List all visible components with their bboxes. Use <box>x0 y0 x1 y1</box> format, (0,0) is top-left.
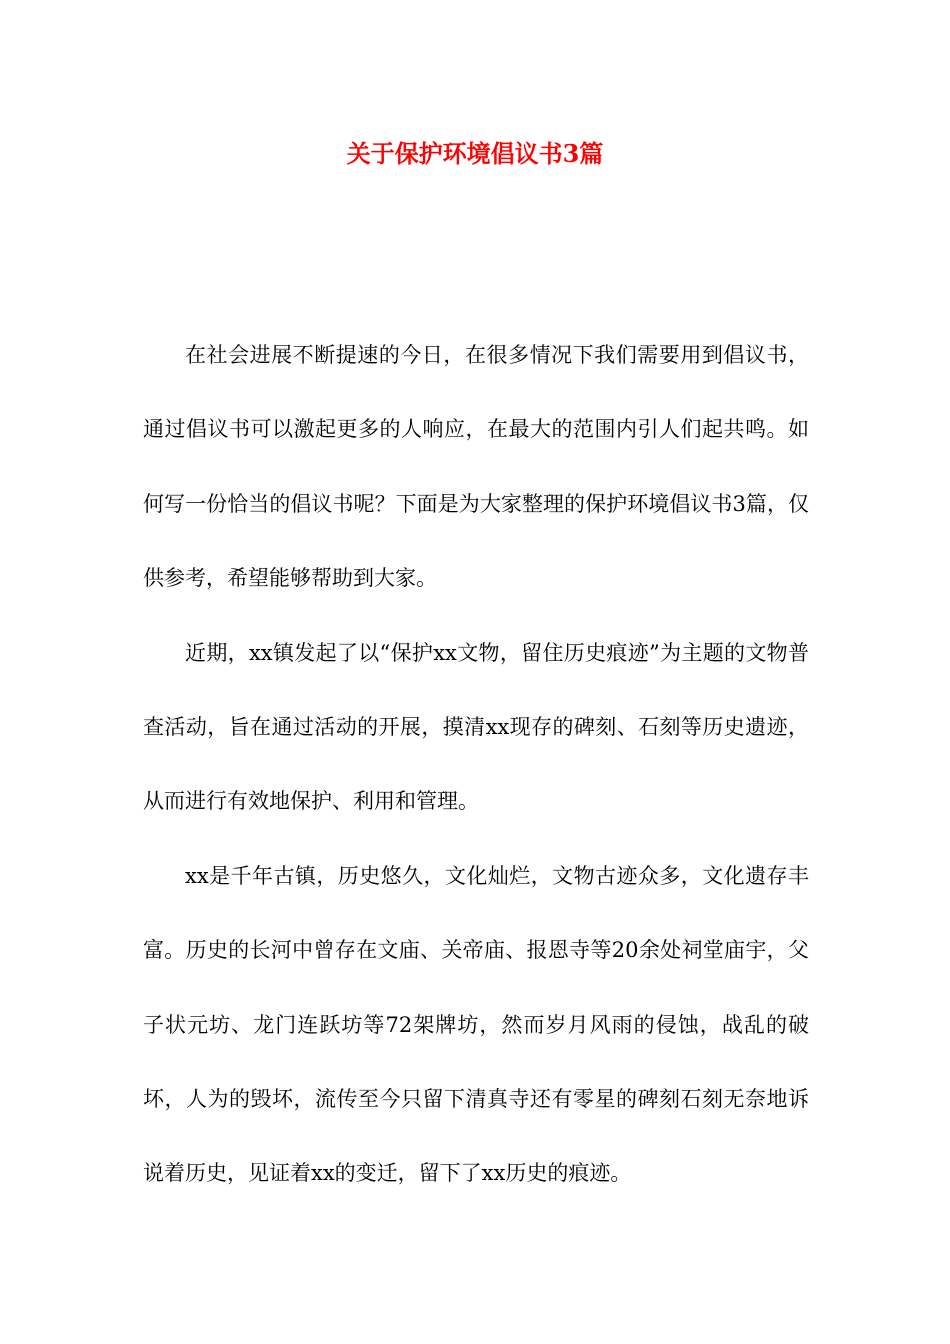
document-body <box>143 318 809 1211</box>
paragraph-activity: 近期，xx镇发起了以“保护xx文物，留住历史痕迹”为主题的文物普查活动，旨在通过活动的开展，摸清xx现存的碑刻、石刻等历史遗迹，从而进行有效地保护、利用和管理。 <box>143 640 809 814</box>
paragraph-intro: 在社会进展不断提速的今日，在很多情况下我们需要用到倡议书，通过倡议书可以激起更多的人响应，在最大的范围内引人们起共鸣。如何写一份恰当的倡议书呢？下面是为大家整理的保护环境倡议书3篇，仅供参考，希望能够帮助到大家。 <box>143 343 809 591</box>
document-title: 关于保护环境倡议书3篇 <box>346 139 604 168</box>
paragraph-history: xx是千年古镇，历史悠久，文化灿烂，文物古迹众多，文化遗存丰富。历史的长河中曾存在文庙、关帝庙、报恩寺等20余处祠堂庙宇，父子状元坊、龙门连跃坊等72架牌坊，然而岁月风雨的侵蚀，战乱的破坏，人为的毁坏，流传至今只留下清真寺还有零星的碑刻石刻无奈地诉说着历史，见证着xx的变迁，留下了xx历史的痕迹。 <box>143 863 809 1186</box>
